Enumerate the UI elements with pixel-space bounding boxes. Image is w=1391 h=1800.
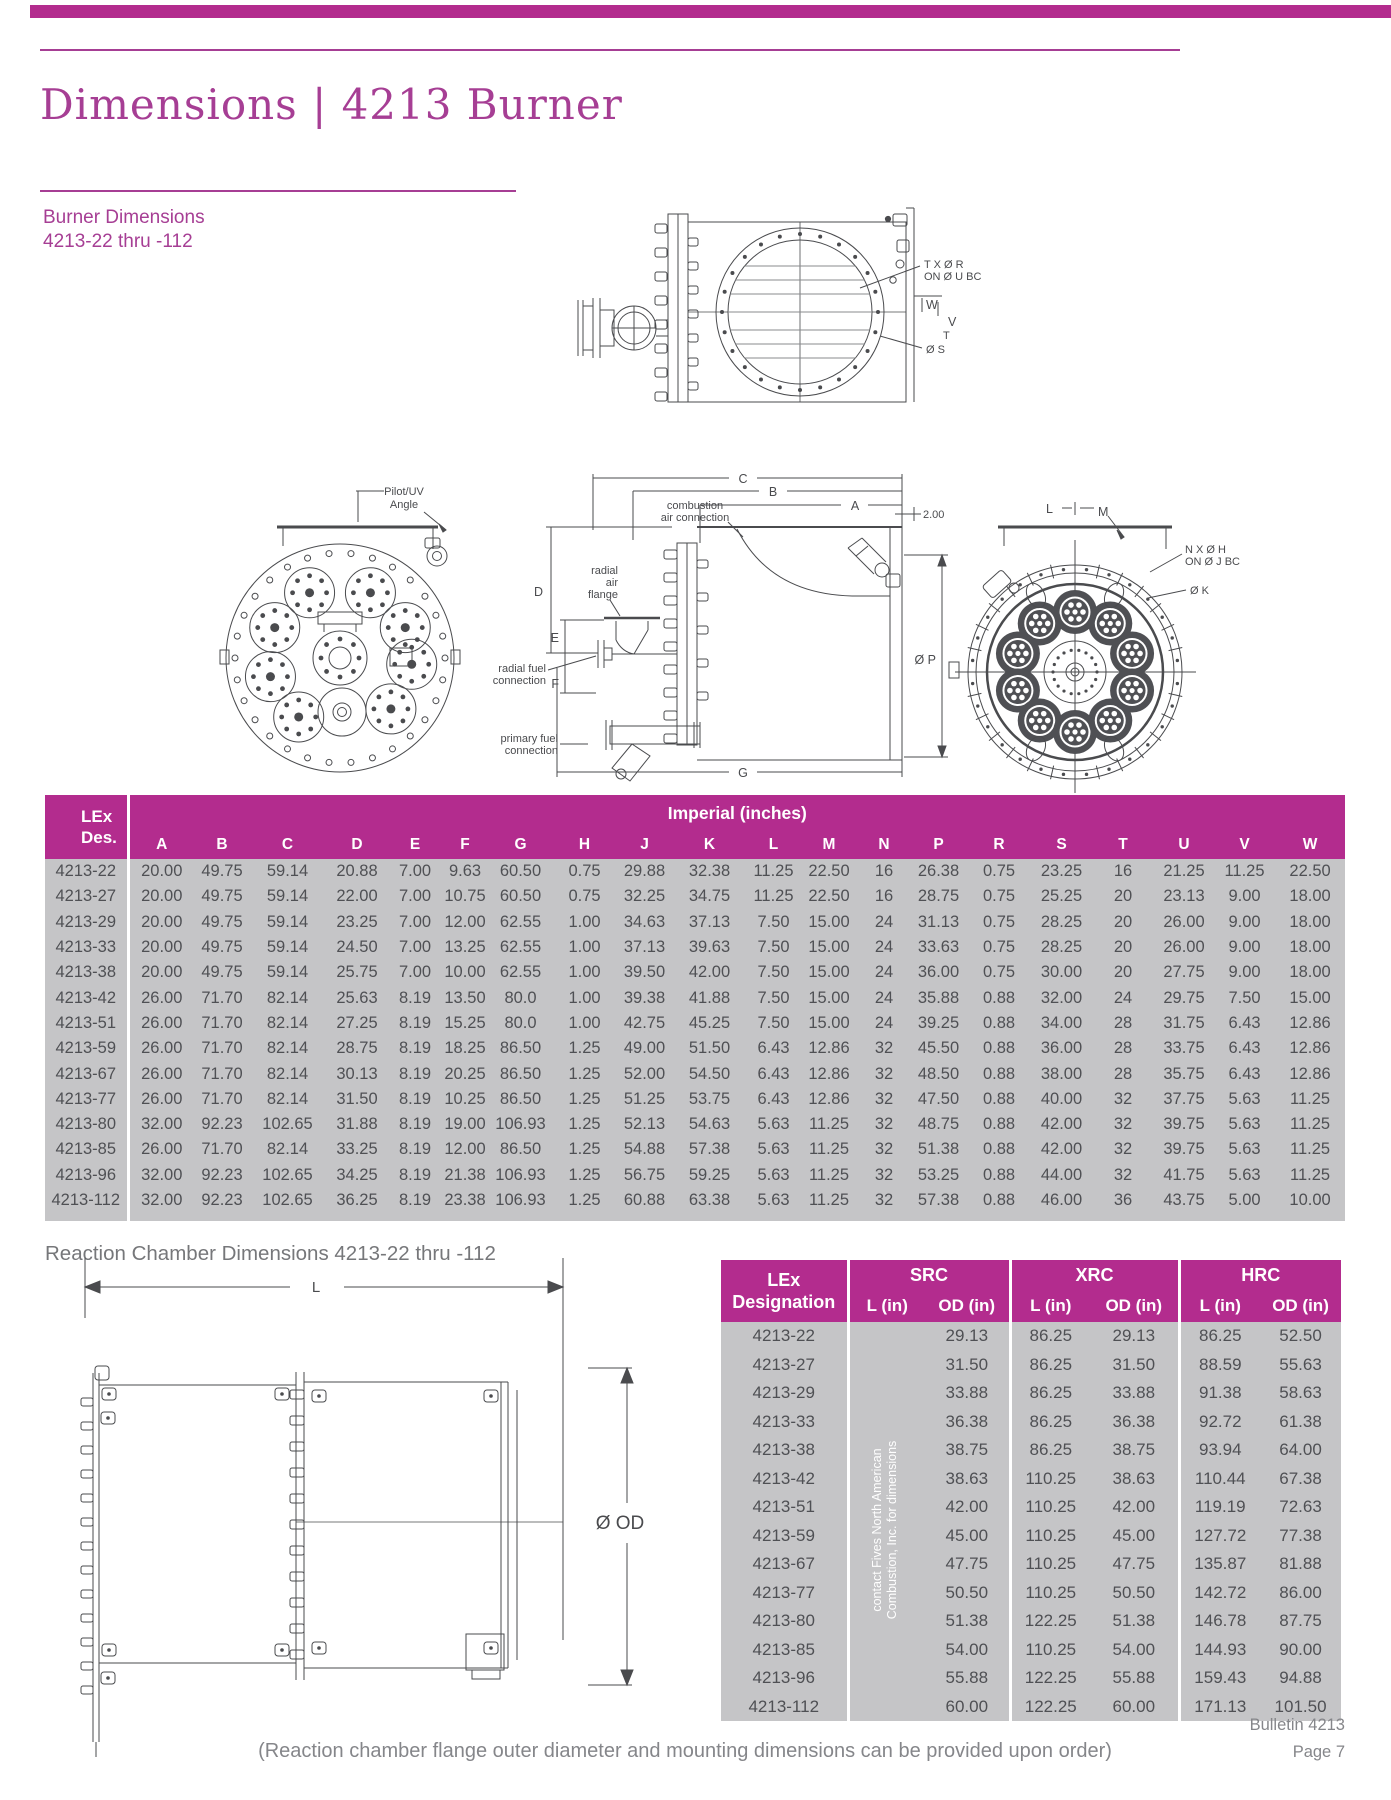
dim-d: D <box>533 585 543 599</box>
column-header: H <box>552 831 617 859</box>
radial-fuel-label2: connection <box>492 675 546 687</box>
column-header: N <box>858 831 910 859</box>
table-row: 4213-77 50.50 110.25 50.50 142.72 86.00 <box>721 1579 1341 1608</box>
dim-s: Ø S <box>926 344 945 356</box>
dim-a: A <box>850 499 860 513</box>
radial-air-label1: radial <box>591 565 618 577</box>
bolt-circle-note-line2: ON Ø U BC <box>924 271 982 283</box>
column-header: P <box>910 831 967 859</box>
combustion-air-label1: combustion <box>666 500 724 512</box>
column-header: R <box>967 831 1031 859</box>
xrc-od-header: OD (in) <box>1090 1290 1179 1322</box>
top-view-detail <box>655 224 880 401</box>
chamber-dim-l: L <box>311 1279 321 1296</box>
column-header: K <box>672 831 747 859</box>
table-row: 4213-85 26.00 71.70 82.14 33.25 8.19 12.00 86.50 1.25 54.88 57.38 5.63 11.25 32 51.38 0.88 42.00 32 39.75 5.63 11.25 <box>45 1137 1345 1162</box>
group-xrc: XRC <box>1010 1260 1179 1290</box>
pilot-uv-label-line1: Pilot/UV <box>384 486 424 498</box>
radial-air-label2: air <box>605 577 618 589</box>
burner-side-view-drawing <box>485 470 950 795</box>
side-view-tabs <box>664 550 708 743</box>
src-l-header: L (in) <box>848 1290 925 1322</box>
reaction-chamber-heading: Reaction Chamber Dimensions 4213-22 thru -112 <box>45 1242 496 1265</box>
imperial-header: Imperial (inches) <box>128 795 1345 831</box>
column-header: S <box>1031 831 1092 859</box>
column-header: V <box>1214 831 1275 859</box>
dim-v: V <box>948 315 957 329</box>
dim-l: L <box>1046 502 1053 516</box>
dimensions-table-body <box>45 859 1345 1221</box>
table-row: 4213-38 38.75 86.25 38.75 93.94 64.00 <box>721 1436 1341 1465</box>
dim-p: Ø P <box>914 653 936 667</box>
hrc-od-header: OD (in) <box>1260 1290 1341 1322</box>
page-title: Dimensions | 4213 Burner <box>40 80 623 129</box>
column-header: F <box>441 831 489 859</box>
table-row: 4213-80 51.38 122.25 51.38 146.78 87.75 <box>721 1607 1341 1636</box>
column-header: B <box>194 831 250 859</box>
table-row: 4213-77 26.00 71.70 82.14 31.50 8.19 10.25 86.50 1.25 51.25 53.75 6.43 12.86 32 47.50 0.88 40.00 32 37.75 5.63 11.25 <box>45 1087 1345 1112</box>
bolt-circle-note-line1: T X Ø R <box>924 259 964 271</box>
column-header: J <box>617 831 672 859</box>
chamber-dim-od: Ø OD <box>595 1513 645 1534</box>
table-row: 4213-112 32.00 92.23 102.65 36.25 8.19 23.38 106.93 1.25 60.88 63.38 5.63 11.25 32 57.38 0.88 46.00 36 43.75 5.00 10.00 <box>45 1188 1345 1221</box>
table-row: 4213-51 26.00 71.70 82.14 27.25 8.19 15.25 80.0 1.00 42.75 45.25 7.50 15.00 24 39.25 0.88 34.00 28 31.75 6.43 12.86 <box>45 1011 1345 1036</box>
table-row: 4213-27 20.00 49.75 59.14 22.00 7.00 10.75 60.50 0.75 32.25 34.75 11.25 22.50 16 28.75 0.75 25.25 20 23.13 9.00 18.00 <box>45 884 1345 909</box>
column-header: T <box>1092 831 1154 859</box>
table-row: 4213-38 20.00 49.75 59.14 25.75 7.00 10.00 62.55 1.00 39.50 42.00 7.50 15.00 24 36.00 0.75 30.00 20 27.75 9.00 18.00 <box>45 960 1345 985</box>
dim-c: C <box>738 472 748 486</box>
chamber-row-header-line1: LEx <box>767 1270 801 1290</box>
xrc-l-header: L (in) <box>1010 1290 1090 1322</box>
table-row: 4213-33 36.38 86.25 36.38 92.72 61.38 <box>721 1408 1341 1437</box>
table-row: 4213-42 26.00 71.70 82.14 25.63 8.19 13.50 80.0 1.00 39.38 41.88 7.50 15.00 24 35.88 0.88 32.00 24 29.75 7.50 15.00 <box>45 985 1345 1010</box>
dim-m: M <box>1098 505 1109 519</box>
row-header-line2: Des. <box>81 828 117 847</box>
dim-k: Ø K <box>1190 585 1209 597</box>
primary-fuel-label1: primary fuel <box>500 733 558 745</box>
table-row: 4213-51 42.00 110.25 42.00 119.19 72.63 <box>721 1493 1341 1522</box>
column-header: U <box>1154 831 1214 859</box>
row-header-cell <box>45 795 128 859</box>
dimensions-letter-row <box>45 831 1345 859</box>
table-row: 4213-59 26.00 71.70 82.14 28.75 8.19 18.25 86.50 1.25 49.00 51.50 6.43 12.86 32 45.50 0.88 36.00 28 33.75 6.43 12.86 <box>45 1036 1345 1061</box>
top-rule <box>40 49 1180 51</box>
contact-note-vertical <box>870 1338 900 1722</box>
column-header: C <box>250 831 325 859</box>
chamber-row-header-line2: Designation <box>732 1292 836 1312</box>
column-header: E <box>389 831 441 859</box>
table-row: 4213-112 60.00 122.25 60.00 171.13 101.50 <box>721 1693 1341 1722</box>
section-subtitle <box>43 206 205 254</box>
group-src: SRC <box>848 1260 1010 1290</box>
table-row: 4213-42 38.63 110.25 38.63 110.44 67.38 <box>721 1465 1341 1494</box>
column-header: W <box>1275 831 1345 859</box>
column-header: M <box>800 831 858 859</box>
burner-rear-view-drawing <box>950 495 1260 795</box>
page-number: Page 7 <box>1292 1743 1345 1761</box>
combustion-air-label2: air connection <box>660 512 730 524</box>
bulletin-label: Bulletin 4213 <box>1249 1716 1345 1734</box>
table-row: 4213-96 55.88 122.25 55.88 159.43 94.88 <box>721 1664 1341 1693</box>
src-od-header: OD (in) <box>925 1290 1010 1322</box>
column-header: A <box>128 831 194 859</box>
table-row: 4213-33 20.00 49.75 59.14 24.50 7.00 13.25 62.55 1.00 37.13 39.63 7.50 15.00 24 33.63 0.75 28.25 20 26.00 9.00 18.00 <box>45 935 1345 960</box>
pilot-uv-label-line2: Angle <box>389 499 419 511</box>
table-row: 4213-85 54.00 110.25 54.00 144.93 90.00 <box>721 1636 1341 1665</box>
group-hrc: HRC <box>1179 1260 1341 1290</box>
contact-note-line2: Combustion, Inc. for dimensions <box>885 1440 899 1620</box>
reaction-chamber-drawing <box>55 1250 665 1765</box>
dim-f: F <box>551 677 559 691</box>
dim-t: T <box>943 330 950 342</box>
burner-front-view-drawing <box>225 478 465 783</box>
dim-200: 2.00 <box>923 509 945 521</box>
radial-air-label3: flange <box>588 589 618 601</box>
table-row: 4213-29 20.00 49.75 59.14 23.25 7.00 12.00 62.55 1.00 34.63 37.13 7.50 15.00 24 31.13 0.75 28.25 20 26.00 9.00 18.00 <box>45 910 1345 935</box>
title-rule <box>40 190 516 192</box>
radial-fuel-label1: radial fuel <box>498 663 546 675</box>
chamber-table-body <box>721 1322 1341 1721</box>
table-row: 4213-67 47.75 110.25 47.75 135.87 81.88 <box>721 1550 1341 1579</box>
subtitle-line2: 4213-22 thru -112 <box>43 231 193 252</box>
table-row: 4213-96 32.00 92.23 102.65 34.25 8.19 21.38 106.93 1.25 56.75 59.25 5.63 11.25 32 53.25 0.88 44.00 32 41.75 5.63 11.25 <box>45 1163 1345 1188</box>
dim-g: G <box>738 766 748 780</box>
front-view-ports <box>232 551 448 766</box>
burner-top-view-drawing <box>495 190 995 405</box>
column-header: D <box>325 831 389 859</box>
chamber-row-header <box>721 1260 848 1322</box>
reaction-chamber-table <box>721 1260 1341 1721</box>
row-header-line1: LEx <box>81 807 113 826</box>
rear-bolt-note-line2: ON Ø J BC <box>1185 556 1241 568</box>
table-row: 4213-22 20.00 49.75 59.14 20.88 7.00 9.63 60.50 0.75 29.88 32.38 11.25 22.50 16 26.38 0.75 23.25 16 21.25 11.25 22.50 <box>45 859 1345 884</box>
dim-b: B <box>768 485 778 499</box>
table-row: 4213-67 26.00 71.70 82.14 30.13 8.19 20.25 86.50 1.25 52.00 54.50 6.43 12.86 32 48.50 0.88 38.00 28 35.75 6.43 12.86 <box>45 1061 1345 1086</box>
table-row: 4213-27 31.50 86.25 31.50 88.59 55.63 <box>721 1351 1341 1380</box>
table-row: 4213-22 29.13 86.25 29.13 86.25 52.50 <box>721 1322 1341 1351</box>
column-header: G <box>489 831 552 859</box>
contact-note-line1: contact Fives North American <box>870 1448 884 1612</box>
bulletin-block <box>1045 1712 1345 1766</box>
chamber-bolts <box>81 1388 498 1694</box>
column-header: L <box>747 831 800 859</box>
rear-bolt-note-line1: N X Ø H <box>1185 544 1226 556</box>
table-row: 4213-59 45.00 110.25 45.00 127.72 77.38 <box>721 1522 1341 1551</box>
dimensions-table <box>45 795 1345 1221</box>
hrc-l-header: L (in) <box>1179 1290 1260 1322</box>
top-accent-bar <box>30 5 1391 18</box>
dim-w: W <box>926 298 938 312</box>
dim-e: E <box>550 631 559 645</box>
table-row: 4213-80 32.00 92.23 102.65 31.88 8.19 19.00 106.93 1.25 52.13 54.63 5.63 11.25 32 48.75 0.88 42.00 32 39.75 5.63 11.25 <box>45 1112 1345 1137</box>
primary-fuel-label2: connection <box>504 745 558 757</box>
table-row: 4213-29 33.88 86.25 33.88 91.38 58.63 <box>721 1379 1341 1408</box>
footer-note: (Reaction chamber flange outer diameter and mounting dimensions can be provided upon order) <box>258 1740 1112 1762</box>
subtitle-line1: Burner Dimensions <box>43 207 205 228</box>
